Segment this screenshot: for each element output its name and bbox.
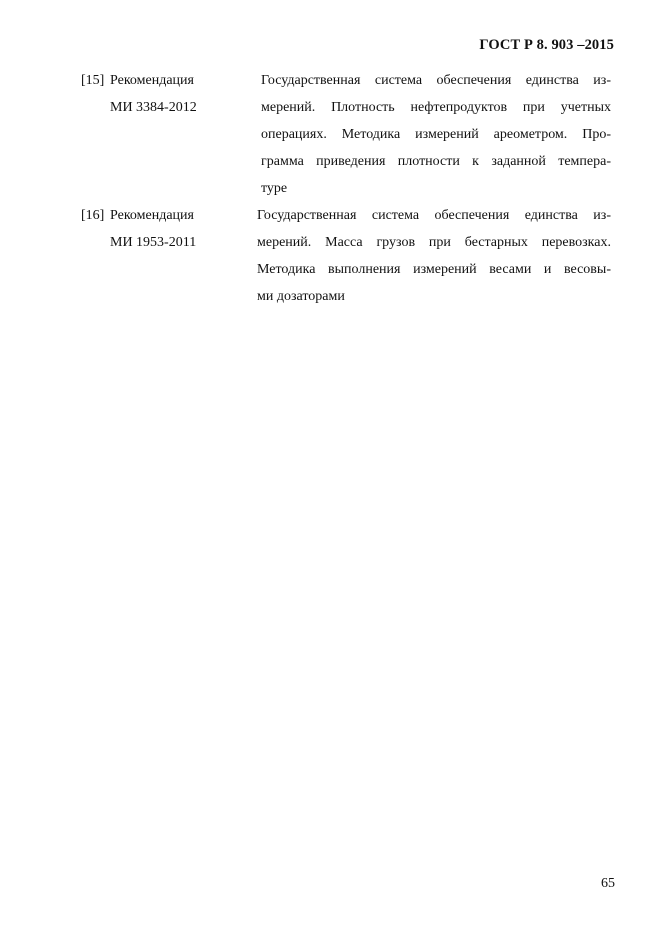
reference-text-line: Государственная система обеспечения единства из- [257,208,611,223]
reference-code: МИ 3384-2012 [110,100,197,115]
reference-type: Рекомендация [110,73,194,88]
reference-text-line: туре [261,181,288,196]
reference-type: Рекомендация [110,208,194,223]
reference-text-line: грамма приведения плотности к заданной темпера- [261,154,611,169]
reference-code: МИ 1953-2011 [110,235,197,250]
page-number: 65 [601,876,615,891]
reference-text-line: мерений. Масса грузов при бестарных перевозках. [257,235,611,250]
reference-text-line: Государственная система обеспечения единства из- [261,73,611,88]
reference-text-line: ми дозаторами [257,289,345,304]
reference-number: [15] [81,73,105,88]
reference-number: [16] [81,208,105,223]
reference-text-line: операциях. Методика измерений ареометром. Про- [261,127,611,142]
reference-text-line: мерений. Плотность нефтепродуктов при учетных [261,100,611,115]
reference-text-line: Методика выполнения измерений весами и весовы- [257,262,611,277]
document-code-header: ГОСТ Р 8. 903 –2015 [479,37,614,53]
